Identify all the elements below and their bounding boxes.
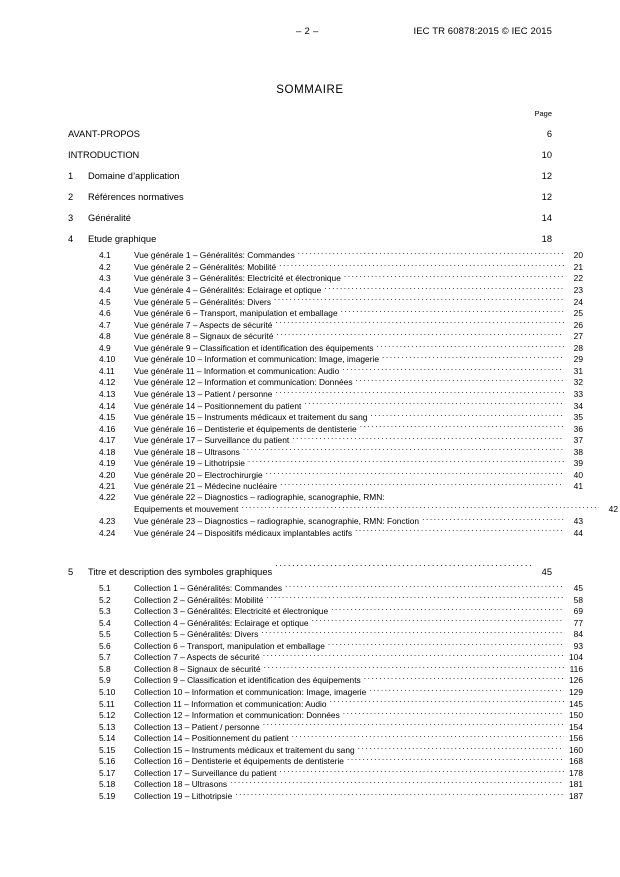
toc-entry-4-14[interactable] [68, 400, 583, 412]
toc-entry-4-16[interactable] [68, 423, 583, 435]
toc-entry-page-number: 37 [573, 435, 583, 446]
toc-entry-label: Collection 13 – Patient / personne [134, 721, 260, 732]
toc-entry-page-number: 104 [569, 652, 583, 663]
toc-subsections-5 [68, 583, 583, 802]
toc-entry-5[interactable] [68, 562, 552, 583]
toc-entry-5-5[interactable] [68, 629, 583, 641]
toc-dot-leader [343, 710, 564, 718]
toc-entry-label: Vue générale 2 – Généralités: Mobilité [134, 261, 277, 272]
toc-entry-label: Vue générale 8 – Signaux de sécurité [134, 331, 274, 342]
toc-entry-label: Collection 18 – Ultrasons [134, 779, 228, 790]
toc-entry-number: 4.20 [99, 469, 116, 480]
toc-entry-5-3[interactable] [68, 606, 583, 618]
toc-entry-page-number: 28 [573, 342, 583, 353]
toc-dot-leader [422, 516, 564, 524]
toc-dot-leader [298, 250, 564, 258]
toc-entry-page-number: 156 [569, 733, 583, 744]
toc-dot-leader [235, 791, 564, 799]
toc-entry-number: 5.18 [99, 779, 116, 790]
toc-dot-leader [274, 296, 564, 304]
toc-entry-page-number: 154 [569, 721, 583, 732]
document-reference: IEC TR 60878:2015 © IEC 2015 [413, 26, 552, 37]
toc-section-gap [68, 539, 552, 562]
toc-entry-page-number: 29 [573, 354, 583, 365]
toc-entry-page-number: 150 [569, 710, 583, 721]
toc-dot-leader [304, 400, 564, 408]
toc-entry-label: Collection 16 – Dentisterie et équipements de dentisterie [134, 756, 344, 767]
toc-entry-label: Collection 3 – Généralités: Electricité et électronique [134, 606, 329, 617]
toc-entry-4-1[interactable] [68, 250, 583, 262]
toc-dot-leader [143, 128, 532, 137]
toc-dot-leader [356, 377, 564, 385]
toc-entry-page-number: 45 [573, 583, 583, 594]
toc-entry-page-number: 42 [608, 504, 618, 515]
toc-entry-4-4[interactable] [68, 285, 583, 297]
toc-dot-leader [261, 629, 564, 637]
toc-entry-number: 4 [68, 234, 74, 244]
toc-entry-number: 4.19 [99, 458, 116, 469]
toc-entry-label: Vue générale 24 – Dispositifs médicaux implantables actifs [134, 527, 353, 538]
toc-dot-leader [370, 412, 564, 420]
toc-entry-page-number: 31 [573, 365, 583, 376]
toc-entry-5-4[interactable] [68, 617, 583, 629]
toc-entry-label: Vue générale 3 – Généralités: Electricité et électronique [134, 273, 341, 284]
toc-entry-label: Vue générale 11 – Information et communication: Audio [134, 365, 340, 376]
toc-dot-leader [241, 504, 599, 512]
toc-entry-4-23[interactable] [68, 516, 583, 528]
toc-entry-label: Vue générale 13 – Patient / personne [134, 388, 273, 399]
toc-entry-front-0[interactable] [68, 124, 552, 145]
toc-entry-4-10[interactable] [68, 354, 583, 366]
toc-entry-page-number: 168 [569, 756, 583, 767]
toc-entry-label: Vue générale 5 – Généralités: Divers [134, 296, 272, 307]
toc-entry-label: Collection 6 – Transport, manipulation et emballage [134, 640, 325, 651]
toc-entry-number: 5.13 [99, 721, 116, 732]
toc-entry-number: 5.9 [99, 675, 111, 686]
toc-dot-leader [263, 652, 564, 660]
toc-entry-5-16[interactable] [68, 756, 583, 768]
toc-entry-page-number: 35 [573, 412, 583, 423]
toc-dot-leader [276, 331, 564, 339]
toc-dot-leader [266, 594, 564, 602]
toc-entry-number: 5.7 [99, 652, 111, 663]
toc-entry-label: Collection 10 – Information et communication: Image, imagerie [134, 686, 367, 697]
toc-entry-label: Vue générale 10 – Information et communication: Image, imagerie [134, 354, 380, 365]
toc-dot-leader [279, 767, 564, 775]
toc-entry-page-number: 145 [569, 698, 583, 709]
toc-dot-leader [376, 342, 564, 350]
toc-entry-number: 4.21 [99, 481, 116, 492]
toc-entry-number: 5.15 [99, 744, 116, 755]
toc-entry-page-number: 58 [573, 594, 583, 605]
toc-dot-leader [331, 606, 564, 614]
toc-entry-number: 5.17 [99, 767, 116, 778]
toc-entry-label: Vue générale 23 – Diagnostics – radiographie, scanographie, RMN: Fonction [134, 515, 420, 526]
toc-entry-5-9[interactable] [68, 675, 583, 687]
toc-entry-4-8[interactable] [68, 331, 583, 343]
toc-entry-label: Titre et description des symboles graphiques [88, 566, 273, 577]
toc-entry-4-19[interactable] [68, 458, 583, 470]
toc-entry-label: Vue générale 6 – Transport, manipulation et emballage [134, 308, 338, 319]
toc-entry-2[interactable] [68, 187, 552, 208]
toc-entry-number: 1 [68, 171, 74, 181]
toc-entry-4-3[interactable] [68, 273, 583, 285]
toc-entry-label: Collection 12 – Information et communication: Données [134, 710, 340, 721]
toc-entry-5-7[interactable] [68, 652, 583, 664]
toc-entry-label: Collection 17 – Surveillance du patient [134, 767, 277, 778]
toc-entry-page-number: 40 [573, 469, 583, 480]
toc-entry-4-5[interactable] [68, 296, 583, 308]
toc-entry-number: 4.3 [99, 273, 111, 284]
toc-entry-number: 4.5 [99, 296, 111, 307]
toc-dot-leader [342, 365, 564, 373]
toc-entry-4-6[interactable] [68, 308, 583, 320]
toc-dot-leader [347, 756, 564, 764]
toc-entry-5-11[interactable] [68, 698, 583, 710]
toc-entry-page-number: 39 [573, 458, 583, 469]
toc-entry-number: 4.8 [99, 331, 111, 342]
toc-entry-page-number: 32 [573, 377, 583, 388]
toc-entry-5-10[interactable] [68, 687, 583, 699]
toc-entry-label: Vue générale 12 – Information et communication: Données [134, 377, 353, 388]
toc-entry-page-number: 116 [569, 663, 583, 674]
toc-entry-number: 4.1 [99, 250, 111, 261]
toc-entry-number: 4.13 [99, 388, 116, 399]
toc-entry-number: 5.10 [99, 686, 116, 697]
toc-entry-number: 2 [68, 192, 74, 202]
toc-entry-page-number: 43 [573, 515, 583, 526]
toc-entry-page-number: 187 [569, 790, 583, 801]
toc-dot-leader [264, 664, 564, 672]
page-title: SOMMAIRE [276, 84, 344, 96]
toc-entry-number: 5.8 [99, 663, 111, 674]
toc-entry-label: Collection 19 – Lithotripsie [134, 790, 233, 801]
toc-dot-leader [330, 698, 564, 706]
toc-dot-leader [230, 779, 564, 787]
toc-entry-label: Domaine d’application [88, 171, 180, 181]
toc-entry-page-number: 23 [573, 285, 583, 296]
page-column-caption: Page [534, 109, 552, 118]
toc-entry-number: 5.14 [99, 733, 116, 744]
toc-entry-4-18[interactable] [68, 446, 583, 458]
toc-dot-leader [187, 191, 532, 200]
toc-entry-page-number: 26 [573, 319, 583, 330]
toc-dot-leader [266, 469, 564, 477]
toc-dot-leader [292, 733, 564, 741]
toc-entry-number: 4.17 [99, 435, 116, 446]
toc-entry-label: Vue générale 1 – Généralités: Commandes [134, 250, 295, 261]
toc-entry-number: 5.12 [99, 710, 116, 721]
toc-entry-label: Vue générale 17 – Surveillance du patient [134, 435, 290, 446]
toc-dot-leader [344, 273, 564, 281]
toc-entry-number: 5.1 [99, 583, 111, 594]
toc-entry-front-1[interactable] [68, 145, 552, 166]
toc-dot-leader [312, 617, 564, 625]
toc-dot-leader [328, 640, 564, 648]
toc-entry-page-number: 18 [541, 234, 552, 244]
toc-entry-label: Collection 9 – Classification et identification des équipements [134, 675, 361, 686]
page-header [68, 24, 552, 40]
toc-dot-leader [292, 435, 564, 443]
toc-entry-label: Collection 11 – Information et communication: Audio [134, 698, 327, 709]
toc-entry-number: 4.4 [99, 285, 111, 296]
toc-entry-number: 4.22 [99, 492, 116, 503]
toc-section-5 [68, 562, 552, 583]
toc-entry-label: Collection 1 – Généralités: Commandes [134, 583, 283, 594]
toc-entry-5-19[interactable] [68, 791, 583, 803]
toc-entry-page-number: 22 [573, 273, 583, 284]
toc-entry-label: Vue générale 20 – Electrochirurgie [134, 469, 263, 480]
toc-entry-5-6[interactable] [68, 640, 583, 652]
toc-dot-leader [159, 233, 532, 242]
toc-entry-number: 5.6 [99, 640, 111, 651]
toc-entry-page-number: 45 [541, 566, 552, 577]
toc-entry-4-9[interactable] [68, 342, 583, 354]
toc-entry-page-number: 93 [573, 640, 583, 651]
toc-entry-page-number: 84 [573, 629, 583, 640]
toc-entry-page-number: 12 [541, 192, 552, 202]
toc-entry-page-number: 24 [573, 296, 583, 307]
toc-entry-page-number: 25 [573, 308, 583, 319]
toc-entry-number: 5.5 [99, 629, 111, 640]
toc-entry-label: Etude graphique [88, 234, 157, 244]
toc-dot-leader [324, 285, 564, 293]
toc-entry-number: 4.6 [99, 308, 111, 319]
toc-entry-4-17[interactable] [68, 435, 583, 447]
toc-entry-5-18[interactable] [68, 779, 583, 791]
toc-entry-page-number: 14 [541, 213, 552, 223]
toc-entry-5-17[interactable] [68, 767, 583, 779]
toc-entry-number: 5.3 [99, 606, 111, 617]
toc-entry-page-number: 36 [573, 423, 583, 434]
toc-entry-page-number: 44 [573, 527, 583, 538]
toc-entry-4-20[interactable] [68, 469, 583, 481]
toc-dot-leader [142, 149, 532, 158]
toc-entry-number: 5.2 [99, 594, 111, 605]
toc-dot-leader [280, 481, 564, 489]
toc-entry-page-number: 21 [573, 261, 583, 272]
toc-entry-label: Collection 15 – Instruments médicaux et traitement du sang [134, 744, 355, 755]
toc-entry-label: Vue générale 22 – Diagnostics – radiographie, scanographie, RMN: [134, 492, 385, 503]
toc-dot-leader [358, 744, 564, 752]
toc-entry-number: 4.11 [99, 365, 115, 376]
toc-entry-4-12[interactable] [68, 377, 583, 389]
toc-dot-leader [355, 527, 564, 535]
toc-entry-number: 5.4 [99, 617, 111, 628]
toc-dot-leader [263, 721, 564, 729]
toc-entry-number: 4.14 [99, 400, 116, 411]
toc-entry-4-7[interactable] [68, 319, 583, 331]
toc-entry-page-number: 38 [573, 446, 583, 457]
toc-entry-label: Vue générale 21 – Médecine nucléaire [134, 481, 278, 492]
toc-entry-3[interactable] [68, 208, 552, 229]
toc-entry-label: Collection 4 – Généralités: Eclairage et optique [134, 617, 309, 628]
toc-dot-leader [243, 446, 564, 454]
toc-dot-leader [275, 565, 532, 574]
toc-entry-4-21[interactable] [68, 481, 583, 493]
toc-entry-page-number: 20 [573, 250, 583, 261]
toc-entry-label: Références normatives [88, 192, 184, 202]
toc-entry-number: 5.19 [99, 790, 116, 801]
toc-dot-leader [364, 675, 564, 683]
toc-entry-label: Vue générale 14 – Positionnement du patient [134, 400, 302, 411]
toc-entry-number: 4.12 [99, 377, 116, 388]
toc-entry-page-number: 181 [569, 779, 583, 790]
toc-dot-leader [360, 423, 564, 431]
toc-entry-page-number: 126 [569, 675, 583, 686]
toc-entry-label: INTRODUCTION [68, 150, 140, 160]
toc-dot-leader [134, 212, 532, 221]
toc-entry-number: 4.24 [99, 527, 116, 538]
toc-dot-leader [182, 170, 532, 179]
toc-entry-5-1[interactable] [68, 583, 583, 595]
toc-entry-number: 5 [68, 566, 74, 577]
toc-entry-page-number: 41 [573, 481, 583, 492]
toc-entry-page-number: 12 [541, 171, 552, 181]
toc-entry-label: Collection 8 – Signaux de sécurité [134, 663, 261, 674]
toc-entry-4-22[interactable] [68, 492, 583, 504]
toc-entry-label: Vue générale 7 – Aspects de sécurité [134, 319, 273, 330]
toc-entry-4-24[interactable] [68, 527, 583, 539]
toc-entry-page-number: 69 [573, 606, 583, 617]
toc-entry-4-2[interactable] [68, 262, 583, 274]
toc-entry-page-number: 34 [573, 400, 583, 411]
toc-entry-1[interactable] [68, 166, 552, 187]
toc-dot-leader [275, 389, 564, 397]
toc-entry-label: Collection 14 – Positionnement du patient [134, 733, 289, 744]
toc-entry-page-number: 6 [546, 129, 552, 139]
toc-entry-number: 3 [68, 213, 74, 223]
toc-entry-4-13[interactable] [68, 389, 583, 401]
toc-entry-number: 4.9 [99, 342, 111, 353]
toc-entry-label: Collection 2 – Généralités: Mobilité [134, 594, 264, 605]
toc-entry-label: Equipements et mouvement [134, 504, 239, 515]
toc-entry-page-number: 27 [573, 331, 583, 342]
toc-entry-page-number: 10 [541, 150, 552, 160]
toc-entry-page-number: 33 [573, 388, 583, 399]
toc-entry-label: Vue générale 9 – Classification et identification des équipements [134, 342, 374, 353]
toc-entry-5-13[interactable] [68, 721, 583, 733]
toc-entry-number: 4.18 [99, 446, 116, 457]
toc-entry-5-12[interactable] [68, 710, 583, 722]
toc-entry-label: Vue générale 15 – Instruments médicaux et traitement du sang [134, 412, 368, 423]
toc-front-matter [68, 124, 552, 166]
toc-entry-number: 5.16 [99, 756, 116, 767]
toc-entry-5-15[interactable] [68, 744, 583, 756]
toc-subsections-4 [68, 250, 618, 539]
toc-entry-page-number: 129 [569, 686, 583, 697]
toc-entry-number: 4.2 [99, 261, 111, 272]
toc-entry-5-2[interactable] [68, 594, 583, 606]
toc-entry-label: Vue générale 19 – Lithotripsie [134, 458, 245, 469]
toc-dot-leader [341, 308, 564, 316]
toc-sections [68, 166, 552, 250]
toc-dot-leader [279, 262, 564, 270]
toc-dot-leader [275, 319, 564, 327]
toc-entry-number: 4.15 [99, 412, 116, 423]
toc-entry-page-number: 160 [569, 744, 583, 755]
toc-entry-label: Vue générale 18 – Ultrasons [134, 446, 240, 457]
toc-entry-4[interactable] [68, 229, 552, 250]
table-of-contents [68, 124, 618, 802]
toc-entry-number: 4.10 [99, 354, 116, 365]
toc-entry-label: Généralité [88, 213, 131, 223]
toc-dot-leader [248, 458, 564, 466]
toc-entry-4-15[interactable] [68, 412, 583, 424]
toc-entry-number: 4.16 [99, 423, 116, 434]
toc-entry-page-number: 77 [573, 617, 583, 628]
toc-entry-label: Collection 7 – Aspects de sécurité [134, 652, 260, 663]
toc-dot-leader [369, 687, 564, 695]
toc-entry-4-11[interactable] [68, 365, 583, 377]
toc-entry-4-22-cont[interactable] [68, 504, 618, 516]
toc-entry-label: Collection 5 – Généralités: Divers [134, 629, 259, 640]
toc-entry-number: 4.7 [99, 319, 111, 330]
toc-entry-number: 4.23 [99, 515, 116, 526]
toc-dot-leader [382, 354, 564, 362]
toc-entry-5-8[interactable] [68, 664, 583, 676]
toc-entry-label: Vue générale 4 – Généralités: Eclairage et optique [134, 285, 322, 296]
toc-entry-label: Vue générale 16 – Dentisterie et équipements de dentisterie [134, 423, 357, 434]
toc-entry-page-number: 178 [569, 767, 583, 778]
toc-dot-leader [285, 583, 564, 591]
toc-entry-5-14[interactable] [68, 733, 583, 745]
toc-entry-number: 5.11 [99, 698, 115, 709]
toc-entry-label: AVANT-PROPOS [68, 129, 140, 139]
page-folio: – 2 – [296, 26, 319, 37]
